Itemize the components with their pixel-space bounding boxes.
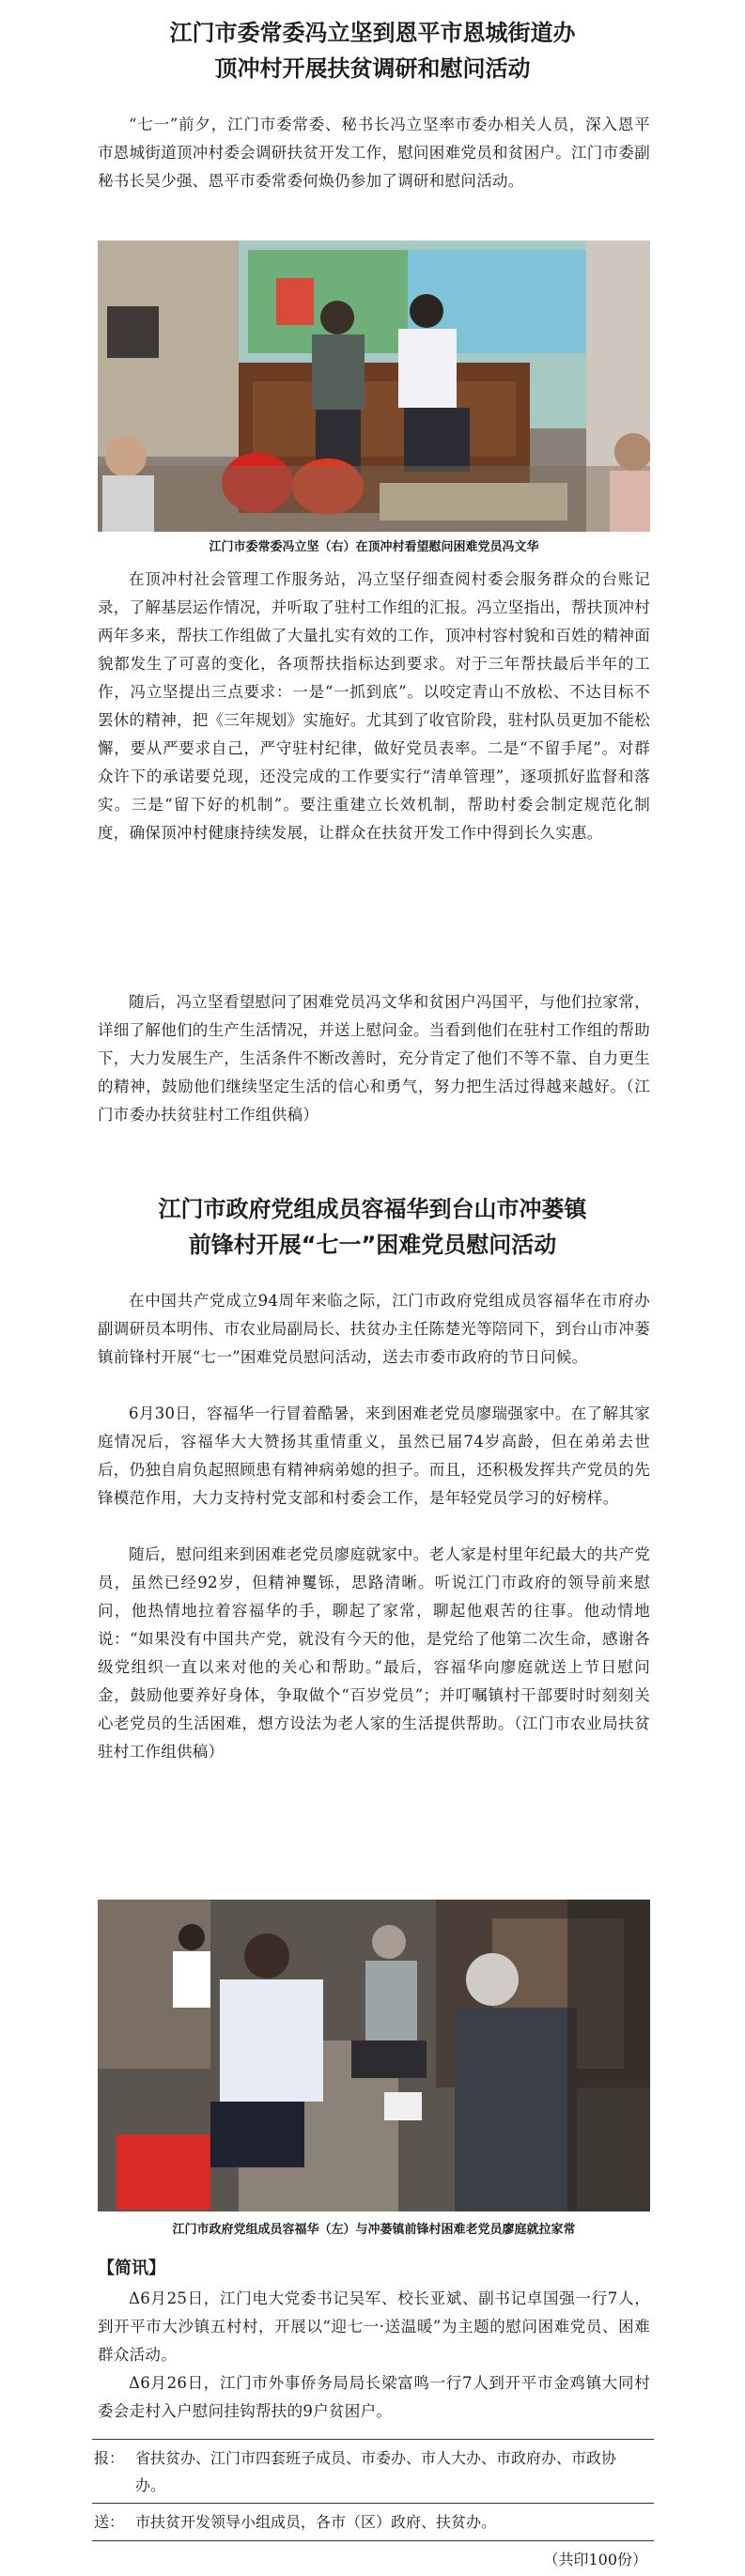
send-line: [94, 2508, 648, 2536]
send-label: 送：: [94, 2513, 125, 2531]
footer-bottom-rule: [92, 2540, 654, 2541]
article2-paragraph-2: 6月30日，容福华一行冒着酷暑，来到困难老党员廖瑞强家中。在了解其家庭情况后，容福华大大赞扬其重情重义，虽然已届74岁高龄，但在弟弟去世后，仍独自肩负起照顾患有精神病弟媳的担子。而且，还积极发挥共产党员的先锋模范作用，大力支持村党支部和村委会工作，是年轻党员学习的好榜样。: [98, 1404, 650, 1507]
article1-photo-caption: 江门市委常委冯立坚（右）在顶冲村看望慰问困难党员冯文华: [209, 540, 539, 554]
brief-item-1: Δ6月25日，江门电大党委书记吴军、校长亚斌、副书记卓国强一行7人，到开平市大沙镇五村村，开展以“迎七一·送温暖”为主题的慰问困难党员、困难群众活动。: [98, 2289, 650, 2364]
report-line: [94, 2444, 648, 2499]
article2-title-line1: 江门市政府党组成员容福华到台山市冲蒌镇: [158, 1196, 587, 1222]
article1-title-line1: 江门市委常委冯立坚到恩平市恩城街道办: [169, 20, 576, 46]
article2-photo-image: [98, 1900, 650, 2211]
article2-title-line2: 前锋村开展“七一”困难党员慰问活动: [188, 1232, 557, 1258]
brief-item-2: Δ6月26日，江门市外事侨务局局长梁富鸣一行7人到开平市金鸡镇大同村委会走村入户慰问挂钩帮扶的9户贫困户。: [98, 2374, 650, 2420]
article2-paragraph-1: 在中国共产党成立94周年来临之际，江门市政府党组成员容福华在市府办副调研员本明伟、市农业局副局长、扶贫办主任陈楚光等陪同下，到台山市冲蒌镇前锋村开展“七一”困难党员慰问活动，送去市委市政府的节日问候。: [98, 1292, 650, 1366]
brief-heading: 【简讯】: [98, 2258, 165, 2278]
footer-top-rule: [92, 2439, 654, 2440]
footer-middle-rule: [92, 2503, 654, 2504]
article2-title: [56, 1191, 689, 1263]
article2-photo-caption: 江门市政府党组成员容福华（左）与冲蒌镇前锋村困难老党员廖庭就拉家常: [172, 2223, 576, 2237]
send-recipients: 市扶贫开发领导小组成员，各市（区）政府、扶贫办。: [135, 2513, 497, 2531]
article1-title: [56, 15, 689, 86]
report-recipients: 省扶贫办、江门市四套班子成员、市委办、市人大办、市政府办、市政协办。: [135, 2449, 617, 2494]
article1-paragraph-3: 随后，冯立坚看望慰问了困难党员冯文华和贫困户冯国平，与他们拉家常，详细了解他们的生产生活情况，并送上慰问金。当看到他们在驻村工作组的帮助下，大力发展生产，生活条件不断改善时，充分肯定了他们不等不靠、自力更生的精神，鼓励他们继续坚定生活的信心和勇气，努力把生活过得越来越好。（江门市委办扶贫驻村工作组供稿）: [98, 993, 650, 1124]
report-label: 报：: [94, 2449, 125, 2467]
article1-paragraph-2: 在顶冲村社会管理工作服务站，冯立坚仔细查阅村委会服务群众的台账记录，了解基层运作情况，并听取了驻村工作组的汇报。冯立坚指出，帮扶顶冲村两年多来，帮扶工作组做了大量扎实有效的工作，顶冲村容村貌和百姓的精神面貌都发生了可喜的变化，各项帮扶指标达到要求。对于三年帮扶最后半年的工作，冯立坚提出三点要求：一是“一抓到底”。以咬定青山不放松、不达目标不罢休的精神，把《三年规划》实施好。尤其到了收官阶段，驻村队员更加不能松懈，要从严要求自己，严守驻村纪律，做好党员表率。二是“不留手尾”。对群众许下的承诺要兑现，还没完成的工作要实行“清单管理”，逐项抓好监督和落实。三是“留下好的机制”。要注重建立长效机制，帮助村委会制定规范化制度，确保顶冲村健康持续发展，让群众在扶贫开发工作中得到长久实惠。: [98, 570, 650, 842]
article1-photo: [98, 241, 650, 532]
article1-paragraph-1: “七一”前夕，江门市委常委、秘书长冯立坚率市委办相关人员，深入恩平市恩城街道顶冲村委会调研扶贫开发工作，慰问困难党员和贫困户。江门市委副秘书长吴少强、恩平市委常委何焕仍参加了调研和慰问活动。: [98, 116, 650, 190]
article2-photo: [98, 1900, 650, 2211]
article2-paragraph-3: 随后，慰问组来到困难老党员廖庭就家中。老人家是村里年纪最大的共产党员，虽然已经92岁，但精神矍铄，思路清晰。听说江门市政府的领导前来慰问，他热情地拉着容福华的手，聊起了家常，聊起他艰苦的往事。他动情地说：“如果没有中国共产党，就没有今天的他，是党给了他第二次生命，感谢各级党组织一直以来对他的关心和帮助。”最后，容福华向廖庭就送上节日慰问金，鼓励他要养好身体，争取做个“百岁党员”；并叮嘱镇村干部要时时刻刻关心老党员的生活困难，想方设法为老人家的生活提供帮助。（江门市农业局扶贫驻村工作组供稿）: [98, 1545, 650, 1761]
article1-photo-image: [98, 241, 650, 532]
print-copies: （共印100份）: [543, 2551, 647, 2568]
article1-title-line2: 顶冲村开展扶贫调研和慰问活动: [214, 55, 531, 82]
